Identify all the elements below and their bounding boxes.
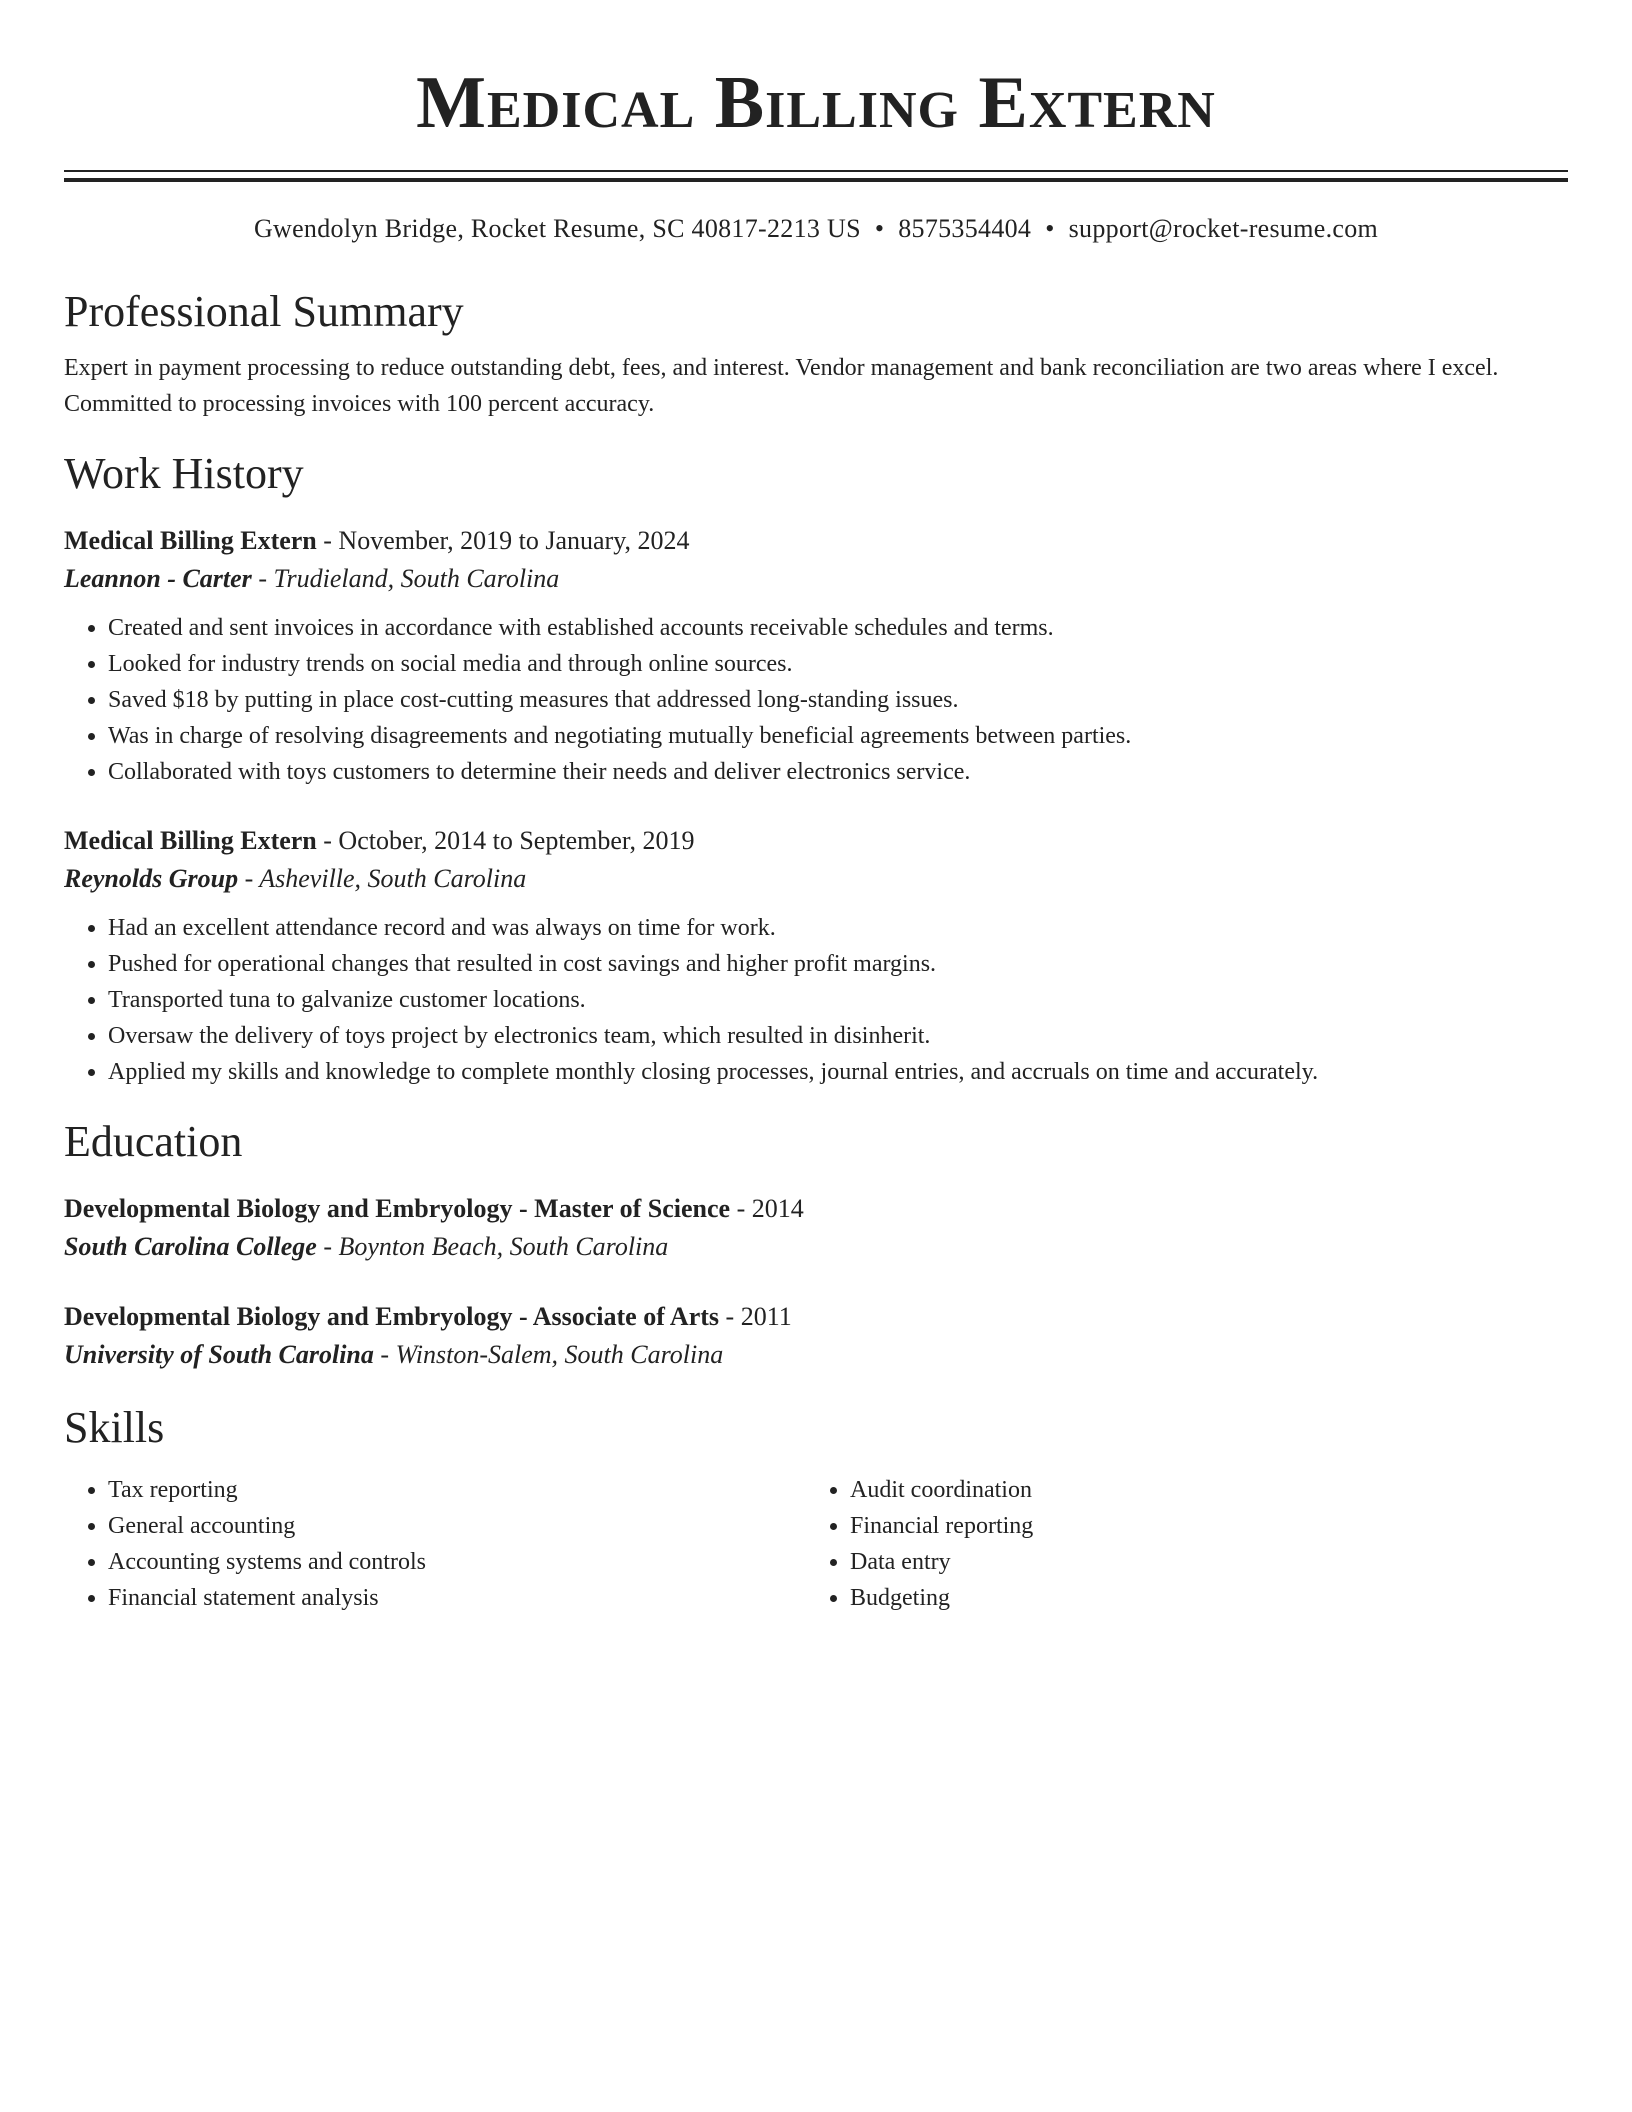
title-divider-thick: [64, 178, 1568, 182]
degree: Developmental Biology and Embryology - Associate of Arts: [64, 1302, 720, 1331]
job-company-line: [64, 560, 1568, 598]
job-title-line: [64, 522, 1568, 560]
job-dates: - October, 2014 to September, 2019: [316, 826, 695, 855]
skill-item: • Accounting systems and controls: [108, 1544, 806, 1580]
job-location: - Trudieland, South Carolina: [251, 564, 560, 593]
contact-address: Gwendolyn Bridge, Rocket Resume, SC 40817-2213 US: [253, 214, 861, 243]
job-company: Leannon - Carter: [64, 564, 252, 593]
school-location: - Boynton Beach, South Carolina: [316, 1232, 669, 1261]
job-title: Medical Billing Extern: [64, 526, 317, 555]
job-company: Reynolds Group: [64, 864, 239, 893]
job-bullet: • Created and sent invoices in accordance with established accounts receivable schedules and terms.: [108, 610, 1568, 646]
skill-item: • Data entry: [850, 1544, 1548, 1580]
job-bullet: • Saved $18 by putting in place cost-cutting measures that addressed long-standing issues.: [108, 682, 1568, 718]
education-heading: Education: [64, 1117, 243, 1166]
skill-item: • Financial statement analysis: [108, 1580, 806, 1616]
skill-item: • Tax reporting: [108, 1472, 806, 1508]
job-bullets: [64, 610, 1568, 790]
summary-text: Expert in payment processing to reduce outstanding debt, fees, and interest. Vendor management and bank reconciliation are two areas where I excel. Committed to processing invoices with 100 percent accuracy.: [64, 355, 1499, 417]
skill-item: • Financial reporting: [850, 1508, 1548, 1544]
job-entry: [64, 822, 1568, 1090]
contact-separator: •: [874, 214, 885, 243]
job-bullet: • Transported tuna to galvanize customer locations.: [108, 982, 1568, 1018]
work-history-section: [64, 446, 1568, 1090]
job-bullet: • Collaborated with toys customers to determine their needs and deliver electronics service.: [108, 754, 1568, 790]
skills-list-right: [806, 1472, 1548, 1616]
skills-columns: [64, 1472, 1568, 1616]
degree-line: [64, 1190, 1568, 1228]
job-location: - Asheville, South Carolina: [238, 864, 527, 893]
skills-section: [64, 1400, 1568, 1616]
work-history-heading: Work History: [64, 449, 304, 498]
resume-title: Medical Billing Extern: [416, 62, 1216, 144]
job-bullet: • Had an excellent attendance record and was always on time for work.: [108, 910, 1568, 946]
job-title: Medical Billing Extern: [64, 826, 317, 855]
contact-phone: 8575354404: [898, 214, 1032, 243]
school: South Carolina College: [64, 1232, 317, 1261]
degree-line: [64, 1298, 1568, 1336]
education-section: [64, 1114, 1568, 1374]
graduation-year: - 2014: [730, 1194, 804, 1223]
job-bullets: [64, 910, 1568, 1090]
degree: Developmental Biology and Embryology - Master of Science: [64, 1194, 731, 1223]
contact-line: [64, 212, 1568, 246]
skills-heading: Skills: [64, 1403, 165, 1452]
summary-heading: Professional Summary: [64, 287, 464, 336]
job-bullet: • Looked for industry trends on social media and through online sources.: [108, 646, 1568, 682]
job-dates: - November, 2019 to January, 2024: [316, 526, 690, 555]
job-bullet: • Pushed for operational changes that resulted in cost savings and higher profit margins.: [108, 946, 1568, 982]
contact-email: support@rocket-resume.com: [1068, 214, 1379, 243]
summary-section: [64, 284, 1568, 422]
title-divider-thin: [64, 170, 1568, 172]
school: University of South Carolina: [64, 1340, 374, 1369]
education-entry: [64, 1298, 1568, 1374]
job-bullet: • Oversaw the delivery of toys project by electronics team, which resulted in disinherit.: [108, 1018, 1568, 1054]
graduation-year: - 2011: [719, 1302, 792, 1331]
skill-item: • General accounting: [108, 1508, 806, 1544]
job-company-line: [64, 860, 1568, 898]
job-title-line: [64, 822, 1568, 860]
education-entry: [64, 1190, 1568, 1266]
school-line: [64, 1228, 1568, 1266]
contact-separator: •: [1045, 214, 1055, 243]
school-location: - Winston-Salem, South Carolina: [373, 1340, 724, 1369]
job-bullet: • Applied my skills and knowledge to complete monthly closing processes, journal entries, and accruals on time and accurately.: [108, 1054, 1568, 1090]
skill-item: • Budgeting: [850, 1580, 1548, 1616]
job-bullet: • Was in charge of resolving disagreements and negotiating mutually beneficial agreements between parties.: [108, 718, 1568, 754]
skills-list-left: [64, 1472, 806, 1616]
school-line: [64, 1336, 1568, 1374]
job-entry: [64, 522, 1568, 790]
skill-item: • Audit coordination: [850, 1472, 1548, 1508]
